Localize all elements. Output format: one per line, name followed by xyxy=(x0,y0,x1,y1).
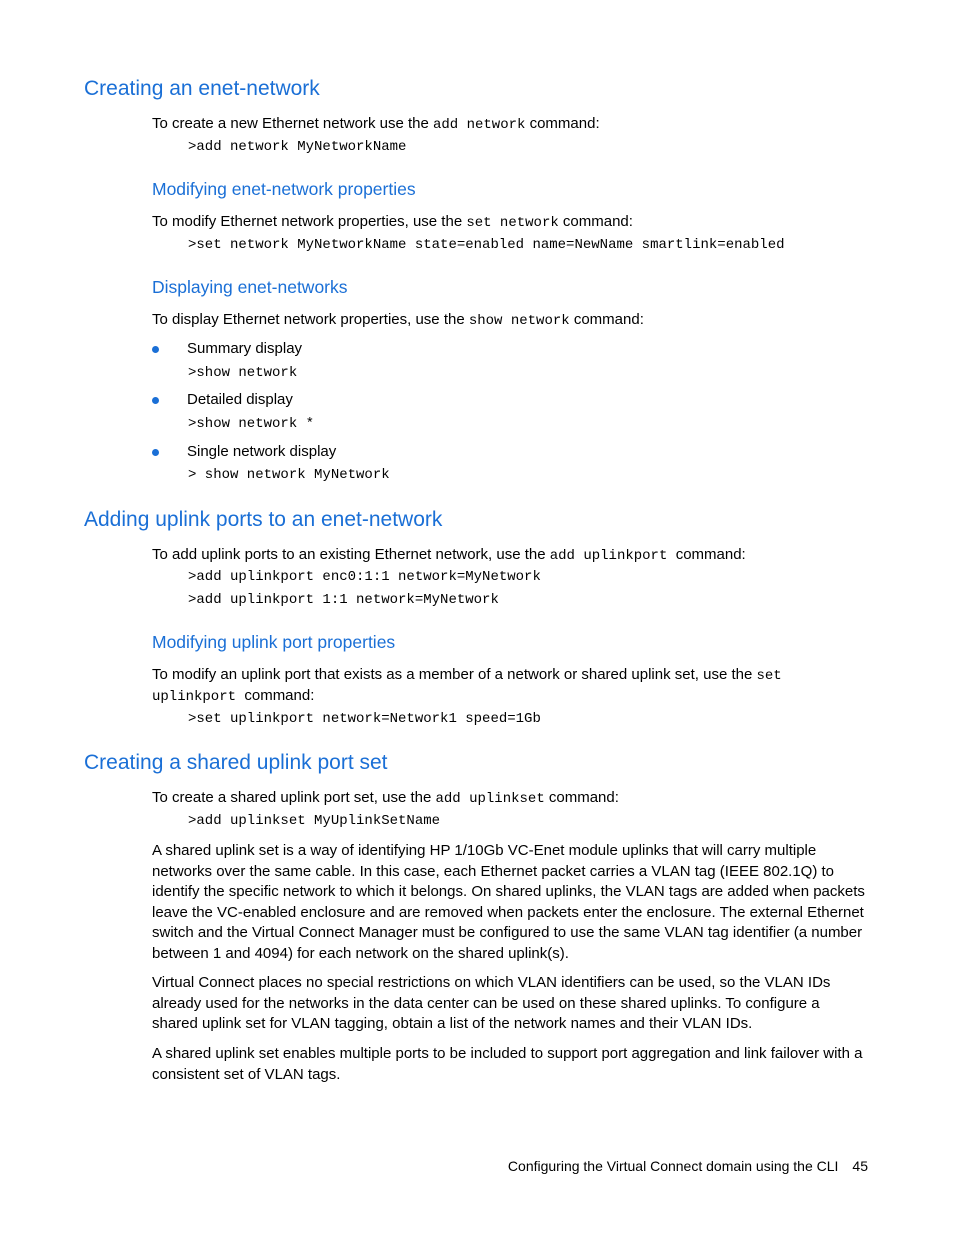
bullet-icon xyxy=(152,449,159,456)
code-add-uplinkset: >add uplinkset MyUplinkSetName xyxy=(188,813,441,829)
code-add-uplinkport-simple: >add uplinkport 1:1 network=MyNetwork xyxy=(188,592,499,608)
intro-text: command: xyxy=(236,687,315,704)
inline-command: show network xyxy=(468,313,570,329)
bullet-single-network-display: Single network display xyxy=(187,443,337,460)
intro-text: To create a new Ethernet network use the xyxy=(152,115,433,132)
code-add-network: >add network MyNetworkName xyxy=(188,139,407,155)
intro-text: command: xyxy=(544,789,619,806)
shared-uplink-paragraph-3: A shared uplink set enables multiple ports to be included to support port aggregation and link failover with a consistent set of VLAN tags. xyxy=(152,1045,863,1083)
modifying-enet-intro xyxy=(152,212,633,234)
inline-command: uplinkport xyxy=(152,689,237,705)
shared-uplink-paragraph-1: A shared uplink set is a way of identifying HP 1/10Gb VC-Enet module uplinks that will carry multiple networks over the same cable. In this case, each Ethernet packet carries a VLAN tag (IEEE 802.1Q) to identify the specific network to which it belongs. On shared uplinks, the VLAN tags are added when packets leave the VC-enabled enclosure and are removed when packets enter the enclosure. The external Ethernet switch and the Virtual Connect Manager must be configured to use the same VLAN tag identifier (a number between 1 and 4094) for each network on the shared uplink(s). xyxy=(152,842,865,962)
intro-text: command: xyxy=(569,311,644,328)
inline-command: add uplinkset xyxy=(435,791,545,807)
bullet-summary-display: Summary display xyxy=(187,340,303,357)
intro-text: To modify Ethernet network properties, use the xyxy=(152,213,467,230)
heading-modifying-enet-network: Modifying enet-network properties xyxy=(152,179,416,199)
intro-text: To add uplink ports to an existing Ethernet network, use the xyxy=(152,546,550,563)
adding-uplink-intro xyxy=(152,545,746,567)
modifying-uplink-intro-line2 xyxy=(152,686,314,708)
code-add-uplinkport-enc: >add uplinkport enc0:1:1 network=MyNetwork xyxy=(188,569,541,585)
modifying-uplink-intro-line1 xyxy=(152,665,782,687)
heading-creating-shared-uplink-set: Creating a shared uplink port set xyxy=(84,751,388,774)
inline-command: set network xyxy=(466,215,559,231)
intro-text: To display Ethernet network properties, use the xyxy=(152,311,469,328)
page-footer xyxy=(508,1158,868,1174)
heading-creating-enet-network: Creating an enet-network xyxy=(84,77,320,100)
creating-enet-intro xyxy=(152,114,600,136)
inline-command: add uplinkport xyxy=(549,548,668,564)
code-set-uplinkport: >set uplinkport network=Network1 speed=1Gb xyxy=(188,711,541,727)
code-set-network: >set network MyNetworkName state=enabled name=NewName smartlink=enabled xyxy=(188,237,785,253)
intro-text: command: xyxy=(558,213,633,230)
page-number: 45 xyxy=(852,1158,868,1174)
code-show-network-summary: >show network xyxy=(188,365,298,381)
footer-chapter-title: Configuring the Virtual Connect domain using the CLI xyxy=(507,1158,839,1174)
intro-text: command: xyxy=(667,546,746,563)
displaying-enet-intro xyxy=(152,310,644,332)
inline-command: set xyxy=(756,668,782,684)
shared-uplink-paragraph-2: Virtual Connect places no special restrictions on which VLAN identifiers can be used, so the VLAN IDs already used for the networks in the data center can be used on these shared uplinks. To configure a shared uplink set for VLAN tagging, obtain a list of the network names and their VLAN IDs. xyxy=(152,974,831,1032)
code-show-network-single: > show network MyNetwork xyxy=(188,467,390,483)
code-show-network-detailed: >show network * xyxy=(188,416,315,432)
bullet-icon xyxy=(152,397,159,404)
heading-displaying-enet-networks: Displaying enet-networks xyxy=(152,277,348,297)
intro-text: To create a shared uplink port set, use the xyxy=(152,789,436,806)
inline-command: add network xyxy=(433,117,526,133)
creating-shared-intro xyxy=(152,788,619,810)
heading-modifying-uplink-port: Modifying uplink port properties xyxy=(152,632,396,652)
heading-adding-uplink-ports: Adding uplink ports to an enet-network xyxy=(84,508,443,531)
intro-text: command: xyxy=(525,115,600,132)
intro-text: To modify an uplink port that exists as a member of a network or shared uplink set, use the xyxy=(152,666,757,683)
bullet-detailed-display: Detailed display xyxy=(187,391,293,408)
bullet-icon xyxy=(152,346,159,353)
